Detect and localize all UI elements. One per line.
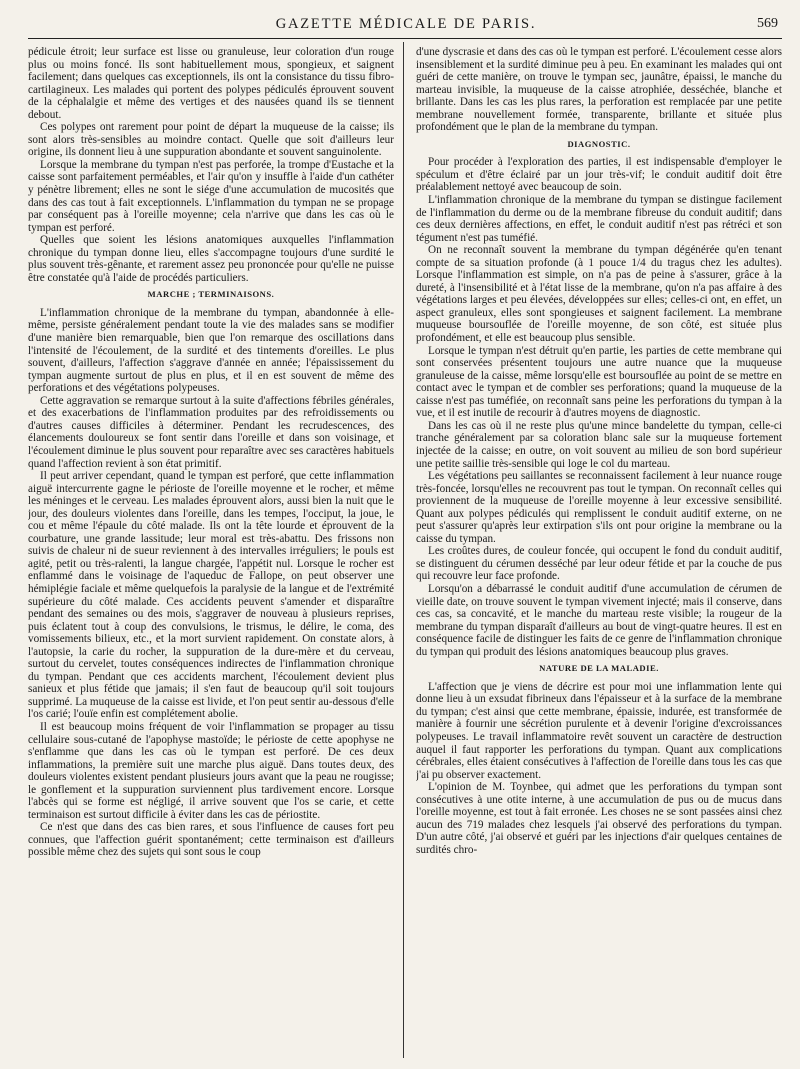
left-column — [28, 46, 394, 1058]
paragraph: L'inflammation chronique de la membrane du tympan se distingue facilement de l'inflammation du derme ou de la membrane fibreuse du conduit auditif; dans ces deux dernières affections, en effet, le conduit auditif n'est pas rétréci et son tégument n'est pas tuméfié. — [416, 194, 782, 244]
paragraph: Les croûtes dures, de couleur foncée, qui occupent le fond du conduit auditif, se distinguent du cérumen desséché par leur odeur fétide et par la couche de pus qui recouvre leur face profonde. — [416, 545, 782, 583]
page-header — [30, 16, 782, 38]
paragraph: Il peut arriver cependant, quand le tympan est perforé, que cette inflammation aiguë intercurrente gagne le périoste de l'oreille moyenne et le rocher, et même les méninges et le cerveau. Les malades éprouvent alors, aussi bien la nuit que le jour, des douleurs violentes dans l'oreille, dans les tempes, l'occiput, la joue, le cou et même l'épaule du côté malade. Ils ont la tête lourde et éprouvent de la courbature, une grande lassitude; leur moral est très-abattu. Des frissons non suivis de chaleur ni de sueur reviennent à des intervalles irréguliers; le pouls est agité, petit ou très-ralenti, la langue chargée, l'appétit nul. Lorsque le rocher est enflammé dans le voisinage de l'aqueduc de Fallope, on peut observer une hémiplégie faciale et même quelquefois la paralysie de la langue et de l'extrémité supérieure du côté malade. Ces accidents peuvent s'amender et disparaître pendant des semaines ou des mois, s'aggraver de nouveau à plusieurs reprises, puis éclatent tout à coup des convulsions, le trismus, le délire, le coma, des vomissements bilieux, etc., et la mort survient rapidement. On constate alors, à l'autopsie, la carie du rocher, la suppuration de la dure-mère et du cerveau, surtout du cervelet, toutes conséquences indirectes de l'inflammation chronique du tympan. Pendant que ces accidents marchent, l'écoulement devient plus sanieux et plus fétide que jamais; il s'en faut de beaucoup qu'il soit toujours supprimé. La muqueuse de la caisse est livide, et l'on peut sentir au-dessous d'elle l'os carié; l'ouïe enfin est complétement abolie. — [28, 470, 394, 721]
paragraph: Cette aggravation se remarque surtout à la suite d'affections fébriles générales, et des exacerbations de l'inflammation produites par des refroidissements ou d'autres causes difficiles à déterminer. Pendant les recrudescences, des élancements douloureux se font sentir dans l'oreille et dans son voisinage, et l'écoulement diminue le plus souvent pour reparaître avec ses caractères habituels quand l'affection revient à son état primitif. — [28, 394, 394, 470]
journal-title: GAZETTE MÉDICALE DE PARIS. — [275, 16, 537, 32]
section-heading-diagnostic: DIAGNOSTIC. — [567, 138, 631, 149]
paragraph: L'affection que je viens de décrire est pour moi une inflammation lente qui donne lieu à un exsudat fibrineux dans l'épaisseur et à la surface de la membrane du tympan; c'est ainsi que cette membrane, épaissie, indurée, est transformée de manière à fournir une sécrétion purulente et à devenir l'origine d'excroissances polypeuses. Le travail inflammatoire revêt souvent un caractère de destruction auquel il faut rapporter les perforations du tympan. Quant aux complications cérébrales, elles étaient consécutives à l'affection de l'oreille dans tous les cas que j'ai pu observer exactement. — [416, 680, 782, 781]
paragraph: Il est beaucoup moins fréquent de voir l'inflammation se propager au tissu cellulaire sous-cutané de l'apophyse mastoïde; le périoste de cette apophyse ne s'enflamme que dans les cas où le tympan est perforé. De ces deux inflammations, la première suit une marche plus aiguë. Dans toutes deux, des douleurs violentes existent pendant plusieurs jours avant que la peau ne rougisse; le gonflement et la suppuration surviennent plus tardivement encore. Lorsque l'abcès qui se forme est négligé, il arrive souvent que l'os se carie, et cette terminaison est surtout difficile à éviter dans les cas de périostite. — [28, 720, 394, 821]
paragraph: Les végétations peu saillantes se reconnaissent facilement à leur nuance rouge très-foncée, lorsqu'elles ne recouvrent pas tout le tympan. On reconnaît celles qui proviennent de la muqueuse de l'oreille moyenne à leur excessive sensibilité. Quant aux polypes pédiculés qui remplissent le conduit auditif externe, on ne peut s'assurer qu'après leur extirpation s'ils ont pour origine la membrane ou la caisse du tympan. — [416, 470, 782, 545]
paragraph: d'une dyscrasie et dans des cas où le tympan est perforé. L'écoulement cesse alors insensiblement et la surdité diminue peu à peu. En examinant les malades qui ont guéri de cette manière, on trouve le tympan sec, jaunâtre, épaissi, le manche du marteau invisible, la muqueuse de la caisse atrophiée, desséchée, blanche et brillante. Dans les cas les plus rares, la perforation est remplacée par une petite membrane nouvellement formée, transparente, brillante et située plus profondément que le plan de la membrane du tympan. — [416, 46, 782, 134]
paragraph: L'inflammation chronique de la membrane du tympan, abandonnée à elle-même, persiste généralement pendant toute la vie des malades sans se modifier d'une manière bien remarquable, bien que l'on remarque des oscillations dans l'intensité de l'écoulement, de la surdité et des tintements d'oreilles. Le plus souvent, d'ailleurs, l'affection s'aggrave d'année en année; l'épaississement du tympan augmente surtout de plus en plus, et il en est souvent de même des perforations et des végétations polypeuses. — [28, 306, 394, 395]
right-column — [416, 46, 782, 1058]
paragraph: pédicule étroit; leur surface est lisse ou granuleuse, leur coloration d'un rouge plus ou moins foncé. Ils sont habituellement mous, spongieux, et saignent facilement; dans quelques cas exceptionnels, ils ont la consistance du tissu fibro-cartilagineux. Les malades qui portent des polypes pédiculés éprouvent souvent de la céphalalgie et même des vertiges et des nausées quand ils se tiennent debout. — [28, 46, 394, 121]
column-divider — [403, 42, 404, 1058]
paragraph: Quelles que soient les lésions anatomiques auxquelles l'inflammation chronique du tympan donne lieu, elles s'accompagne toujours d'une surdité le plus souvent très-gênante, et rarement assez peu prononcée pour qu'elle ne puisse être constatée qu'à l'aide de procédés particuliers. — [28, 234, 394, 284]
section-heading-marche: MARCHE ; TERMINAISONS. — [147, 289, 275, 300]
paragraph: Dans les cas où il ne reste plus qu'une mince bandelette du tympan, celle-ci tranche généralement par sa coloration blanc sale sur la muqueuse fortement injectée de la caisse; en outre, on voit souvent au milieu de son bord supérieur une petite saillie très-sensible qui loge le col du marteau. — [416, 419, 782, 470]
paragraph: Ces polypes ont rarement pour point de départ la muqueuse de la caisse; ils sont alors très-sensibles au moindre contact. Quelle que soit d'ailleurs leur origine, ils donnent lieu à une suppuration abondante et souvent sanguinolente. — [28, 121, 394, 159]
page-number: 569 — [757, 16, 778, 31]
paragraph: Lorsque le tympan n'est détruit qu'en partie, les parties de cette membrane qui sont conservées présentent toujours une autre nuance que la muqueuse granuleuse de la caisse, même lorsqu'elle est boursouflée au point de se mettre en contact avec le tympan et de combler ses perforations; quand la muqueuse de la caisse n'est pas tuméfiée, on reconnaît sans peine les perforations du tympan à la vue, et il est inutile de recourir à d'autres moyens de diagnostic. — [416, 344, 782, 420]
section-heading-nature: NATURE DE LA MALADIE. — [539, 663, 659, 674]
paragraph: On ne reconnaît souvent la membrane du tympan dégénérée qu'en tenant compte de sa situation profonde (à 1 pouce 1/4 du tragus chez les adultes). Lorsque l'inflammation est simple, on n'a pas de peine à s'assurer, grâce à la dureté, à l'insensibilité et à l'état lisse de la membrane, qu'on n'a pas affaire à des végétations larges et peu élevées, développées sur elles; celles-ci ont, en effet, un aspect granuleux, elles sont spongieuses et saignent facilement. La membrane muqueuse boursouflée de l'oreille moyenne, de son côté, est située plus profondément, et elle est beaucoup plus sensible. — [416, 244, 782, 345]
paragraph: Lorsque la membrane du tympan n'est pas perforée, la trompe d'Eustache et la caisse sont parfaitement perméables, et l'air qu'on y insuffle à l'aide d'un cathéter y pénètre librement; elles ne sont le siége d'une accumulation de mucosités que dans des cas tout à fait exceptionnels. L'inflammation du tympan ne se propage par conséquent pas à l'oreille moyenne; cela n'arrive que dans les cas où le tympan est perforé. — [28, 158, 394, 234]
paragraph: L'opinion de M. Toynbee, qui admet que les perforations du tympan sont consécutives à une otite interne, à une accumulation de pus ou de mucus dans l'oreille moyenne, est tout à fait erronée. Les choses ne se sont passées ainsi chez aucun des 719 malades chez lesquels j'ai observé des perforations du tympan. D'un autre côté, j'ai observé et guéri par les injections d'air quelques centaines de surdités chro- — [416, 781, 782, 856]
paragraph: Lorsqu'on a débarrassé le conduit auditif d'une accumulation de cérumen de vieille date, on trouve souvent le tympan vivement injecté; mais il conserve, dans ces cas, sa concavité, et le manche du marteau reste visible; la rougeur de la membrane du tympan disparaît d'ailleurs au bout de vingt-quatre heures. Il est en conséquence facile de distinguer les faits de ce genre de l'inflammation chronique du tympan qui produit des lésions anatomiques beaucoup plus graves. — [416, 582, 782, 658]
paragraph: Pour procéder à l'exploration des parties, il est indispensable d'employer le spéculum et d'être éclairé par un jour très-vif; le conduit auditif doit être préalablement nettoyé avec beaucoup de soin. — [416, 156, 782, 194]
paragraph: Ce n'est que dans des cas bien rares, et sous l'influence de causes fort peu connues, que l'affection guérit spontanément; cette terminaison est d'ailleurs possible même chez des sujets qui sont sous le coup — [28, 821, 394, 859]
header-rule — [28, 38, 782, 39]
